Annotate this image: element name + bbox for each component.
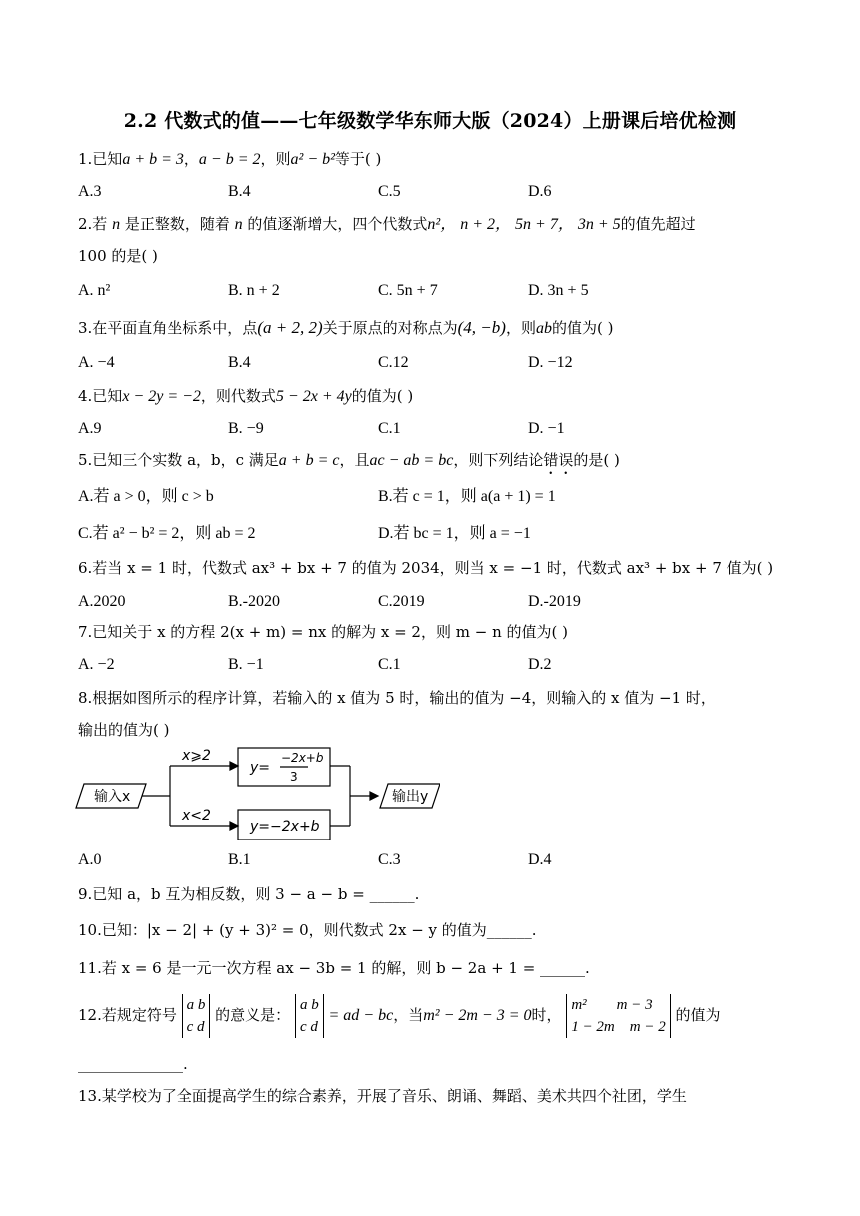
q3-option-a: A. −4 xyxy=(78,354,115,371)
question-6: 6.若当 x = 1 时，代数式 ax³ + bx + 7 的值为 2034，则当 x = −1 时，代数式 ax³ + bx + 7 值为( ) xyxy=(78,559,774,577)
determinant-m xyxy=(566,994,670,1038)
det-row: c d xyxy=(299,1019,318,1035)
q7-option-c: C.1 xyxy=(378,656,401,673)
flow-input-label: 输入x xyxy=(94,789,131,805)
q4-expr: x − 2y = −2 xyxy=(122,388,201,405)
q5-option-b: B.若 c = 1，则 a(a + 1) = 1 xyxy=(378,488,556,505)
q12-answer-blank: ______________. xyxy=(78,1055,188,1073)
q8-option-c: C.3 xyxy=(378,851,401,868)
q2-option-d: D. 3n + 5 xyxy=(528,282,589,299)
q3-text: ，则 xyxy=(505,319,536,337)
q5-text: 5.已知三个实数 a，b，c 满足 xyxy=(78,451,279,469)
q12-def: = ad − bc xyxy=(328,1007,394,1024)
q12-text: 12.若规定符号 xyxy=(78,1006,177,1024)
q3-option-c: C.12 xyxy=(378,354,409,371)
q1-text: 1.已知 xyxy=(78,150,123,168)
question-9: 9.已知 a，b 互为相反数，则 3 − a − b = ______. xyxy=(78,885,420,903)
q1-text: ， xyxy=(183,150,199,168)
q5-option-a: A.若 a > 0，则 c > b xyxy=(78,488,214,505)
q3-text: 的值为( ) xyxy=(551,319,614,337)
q5-expr: ac − ab = bc xyxy=(369,452,454,469)
q8-option-a: A.0 xyxy=(78,851,102,868)
question-4 xyxy=(78,386,413,407)
q8-option-b: B.1 xyxy=(228,851,251,868)
q8-line-2: 输出的值为( ) xyxy=(78,721,170,739)
q4-text: 4.已知 xyxy=(78,387,123,405)
q1-option-d: D.6 xyxy=(528,183,552,200)
q5-text: 的是( ) xyxy=(573,451,620,469)
flow-output-label: 输出y xyxy=(392,789,429,805)
flow-top-lhs: y= xyxy=(250,760,271,776)
q12-cond: m² − 2m − 3 = 0 xyxy=(423,1007,532,1024)
q2-var: n xyxy=(112,216,121,233)
q1-text: ，则 xyxy=(260,150,291,168)
q4-expr: 5 − 2x + 4y xyxy=(275,388,352,405)
q12-text: 的意义是： xyxy=(215,1006,291,1024)
determinant-symbol xyxy=(182,994,211,1038)
q1-text: 等于( ) xyxy=(334,150,382,168)
flow-cond-top: x⩾2 xyxy=(182,748,211,764)
q1-option-a: A.3 xyxy=(78,183,102,200)
det-row: m² m − 3 xyxy=(571,997,653,1013)
q1-expr: a² − b² xyxy=(290,151,335,168)
flow-cond-bottom: x<2 xyxy=(182,808,211,824)
q5-text: ，且 xyxy=(339,451,370,469)
q3-point: (a + 2, 2) xyxy=(257,318,323,337)
q4-option-d: D. −1 xyxy=(528,420,565,437)
q1-option-b: B.4 xyxy=(228,183,251,200)
q6-option-d: D.-2019 xyxy=(528,593,581,610)
q1-option-c: C.5 xyxy=(378,183,401,200)
q4-option-b: B. −9 xyxy=(228,420,264,437)
q2-option-b: B. n + 2 xyxy=(228,282,280,299)
q7-option-d: D.2 xyxy=(528,656,552,673)
q4-text: ，则代数式 xyxy=(200,387,276,405)
question-7: 7.已知关于 x 的方程 2(x + m) = nx 的解为 x = 2，则 m − n 的值为( ) xyxy=(78,623,568,641)
det-row: c d xyxy=(186,1019,205,1035)
q2-option-c: C. 5n + 7 xyxy=(378,282,438,299)
q5-option-d: D.若 bc = 1，则 a = −1 xyxy=(378,525,531,542)
q2-exprs: n²， n + 2， 5n + 7， 3n + 5 xyxy=(427,216,621,233)
q1-expr: a + b = 3 xyxy=(122,151,184,168)
q6-option-a: A.2020 xyxy=(78,593,126,610)
q4-option-c: C.1 xyxy=(378,420,401,437)
q4-text: 的值为( ) xyxy=(351,387,414,405)
program-flowchart xyxy=(70,740,440,840)
determinant-definition xyxy=(295,994,324,1038)
q2-line-2: 100 的是( ) xyxy=(78,247,158,265)
q3-point: (4, −b) xyxy=(457,318,506,337)
q5-option-c: C.若 a² − b² = 2，则 ab = 2 xyxy=(78,525,256,542)
flow-top-numerator: −2x+b xyxy=(281,751,324,765)
q5-emphasis: 错误 xyxy=(543,451,574,469)
q2-var: n xyxy=(234,216,243,233)
det-row: 1 − 2m m − 2 xyxy=(571,1019,666,1035)
question-10: 10.已知：|x − 2| + (y + 3)² = 0，则代数式 2x − y 的值为______. xyxy=(78,921,537,939)
q12-text: 的值为 xyxy=(675,1006,721,1024)
q7-option-b: B. −1 xyxy=(228,656,264,673)
q6-option-b: B.-2020 xyxy=(228,593,280,610)
det-row: a b xyxy=(299,997,319,1013)
q12-text: ，当 xyxy=(393,1006,424,1024)
question-8: 8.根据如图所示的程序计算，若输入的 x 值为 5 时，输出的值为 −4，则输入的 x 值为 −1 时， xyxy=(78,689,716,707)
q3-option-d: D. −12 xyxy=(528,354,573,371)
question-12 xyxy=(78,993,721,1041)
q6-option-c: C.2019 xyxy=(378,593,425,610)
page-title: 2.2 代数式的值——七年级数学华东师大版（2024）上册课后培优检测 xyxy=(123,110,737,132)
q7-option-a: A. −2 xyxy=(78,656,115,673)
q12-text: 时， xyxy=(531,1006,562,1024)
q5-text: ，则下列结论 xyxy=(453,451,544,469)
question-11: 11.若 x = 6 是一元一次方程 ax − 3b = 1 的解，则 b − 2a + 1 = ______. xyxy=(78,959,590,977)
question-5 xyxy=(78,450,620,478)
q5-expr: a + b = c xyxy=(278,452,340,469)
q4-option-a: A.9 xyxy=(78,420,102,437)
q2-option-a: A. n² xyxy=(78,282,111,299)
flow-top-denominator: 3 xyxy=(290,770,298,784)
q1-expr: a − b = 2 xyxy=(198,151,261,168)
q8-option-d: D.4 xyxy=(528,851,552,868)
question-2 xyxy=(78,214,696,235)
q3-text: 关于原点的对称点为 xyxy=(322,319,458,337)
q2-text: 的值逐渐增大，四个代数式 xyxy=(242,215,428,233)
q2-text: 2.若 xyxy=(78,215,113,233)
question-13: 13.某学校为了全面提高学生的综合素养，开展了音乐、朗诵、舞蹈、美术共四个社团，学生 xyxy=(78,1087,687,1105)
question-1 xyxy=(78,149,381,170)
q3-option-b: B.4 xyxy=(228,354,251,371)
flow-bottom-formula: y=−2x+b xyxy=(250,819,320,835)
q2-text: 的值先超过 xyxy=(620,215,696,233)
q3-text: 3.在平面直角坐标系中，点 xyxy=(78,319,258,337)
q2-text: 是正整数，随着 xyxy=(120,215,235,233)
question-3 xyxy=(78,318,613,339)
q3-var: ab xyxy=(535,320,552,337)
det-row: a b xyxy=(186,997,206,1013)
